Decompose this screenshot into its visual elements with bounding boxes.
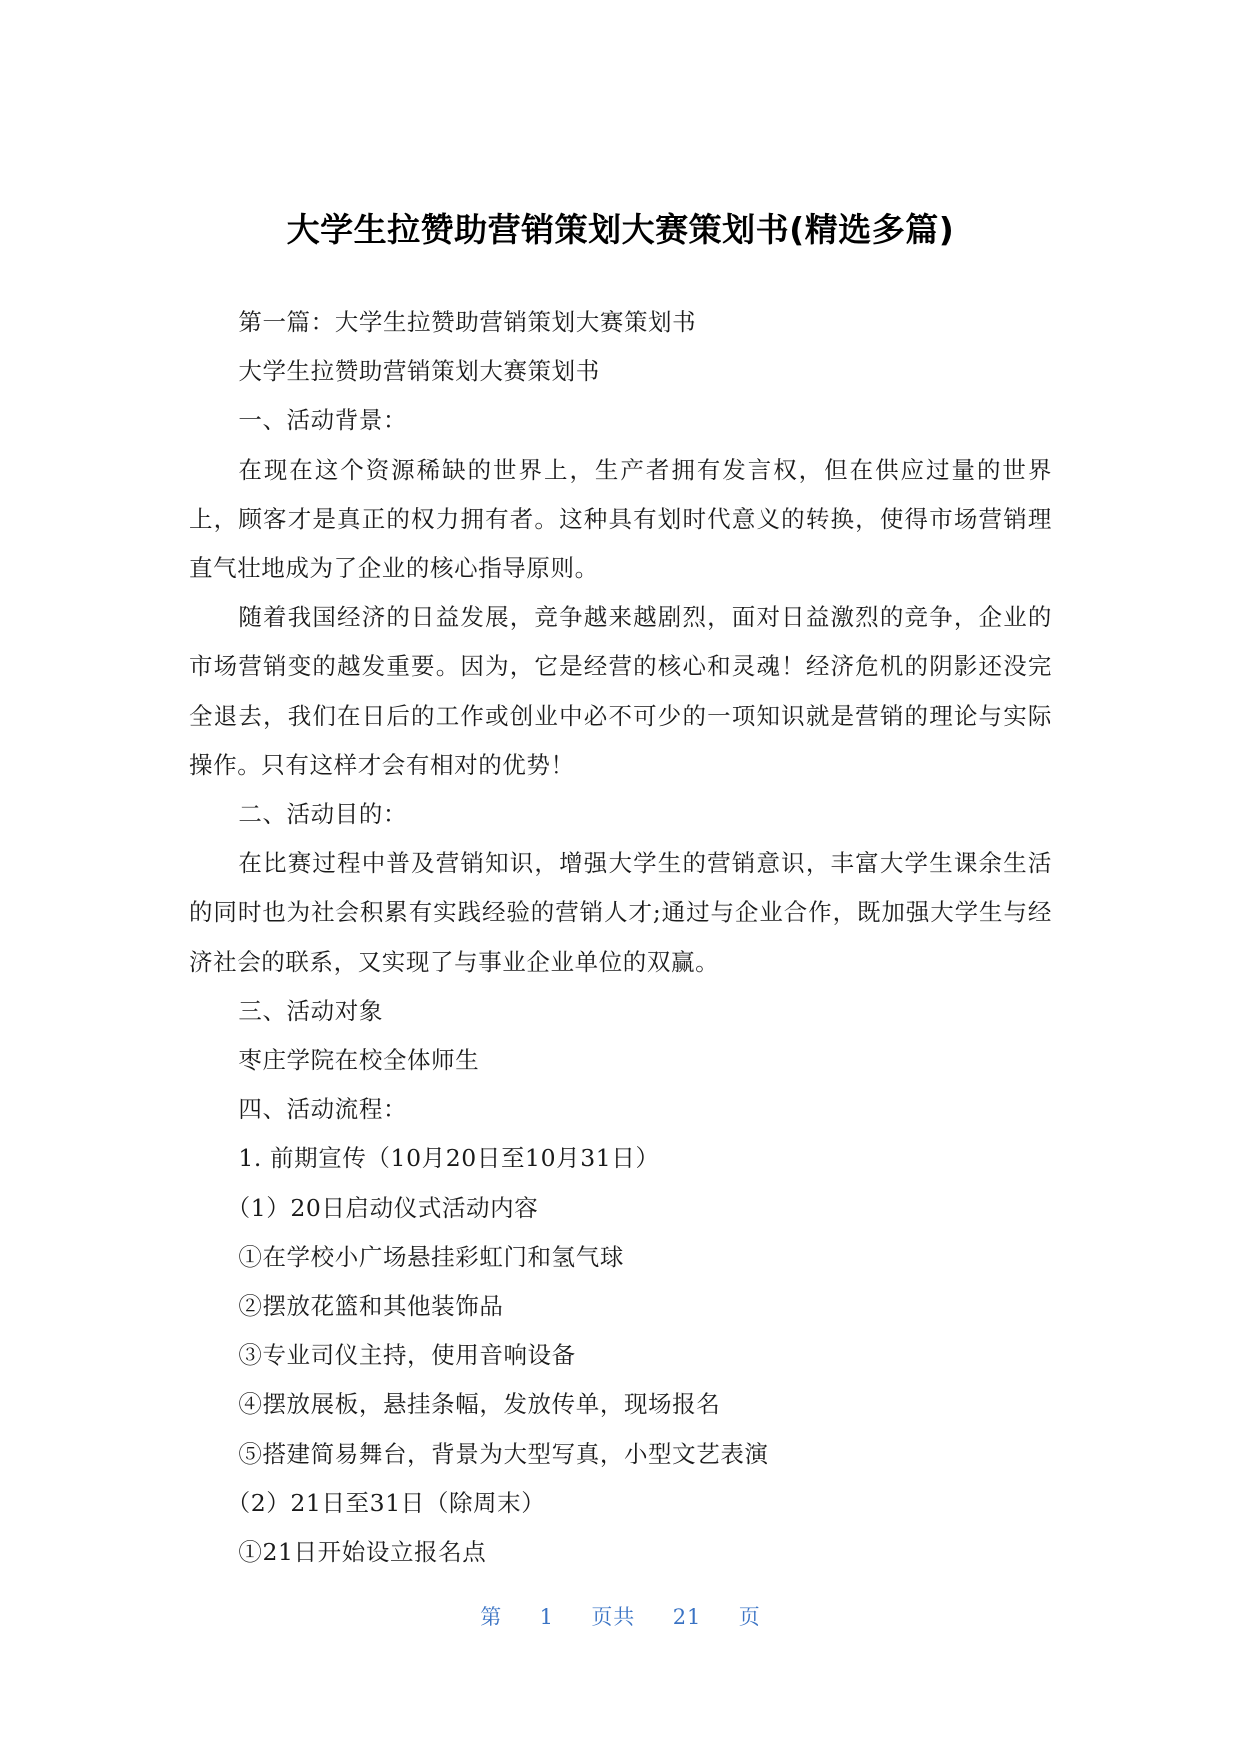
list-item: 1. 前期宣传（10月20日至10月31日） [238, 1144, 660, 1173]
list-item: ①在学校小广场悬挂彩虹门和氢气球 [238, 1242, 624, 1271]
footer-page-total: 21 [672, 1605, 702, 1629]
footer-page-current: 1 [539, 1605, 554, 1629]
section-heading: 三、活动对象 [238, 996, 383, 1025]
paragraph: 在现在这个资源稀缺的世界上，生产者拥有发言权，但在供应过量的世界上，顾客才是真正的权力拥有者。这种具有划时代意义的转换，使得市场营销理直气壮地成为了企业的核心指导原则。 [189, 455, 1052, 583]
paragraph: 在比赛过程中普及营销知识，增强大学生的营销意识，丰富大学生课余生活的同时也为社会积累有实践经验的营销人才;通过与企业合作，既加强大学生与经济社会的联系，又实现了与事业企业单位的双赢。 [189, 849, 1052, 976]
paragraph: 随着我国经济的日益发展，竞争越来越剧烈，面对日益激烈的竞争，企业的市场营销变的越发重要。因为，它是经营的核心和灵魂！经济危机的阴影还没完全退去，我们在日后的工作或创业中必不可少的一项知识就是营销的理论与实际操作。只有这样才会有相对的优势！ [189, 603, 1052, 779]
section-heading: 一、活动背景： [238, 406, 408, 435]
list-item: ③专业司仪主持，使用音响设备 [238, 1341, 576, 1370]
footer-page-end: 页 [738, 1605, 761, 1629]
list-item: ⑤搭建简易舞台，背景为大型写真，小型文艺表演 [238, 1439, 769, 1468]
document-body [189, 298, 1052, 1577]
footer-page-label: 第 [480, 1605, 503, 1629]
paragraph: 枣庄学院在校全体师生 [238, 1046, 480, 1075]
list-item: ④摆放展板，悬挂条幅，发放传单，现场报名 [238, 1390, 721, 1419]
list-item: ②摆放花篮和其他装饰品 [238, 1292, 504, 1321]
paragraph: 第一篇：大学生拉赞助营销策划大赛策划书 [238, 308, 697, 336]
paragraph: 大学生拉赞助营销策划大赛策划书 [238, 357, 600, 386]
section-heading: 四、活动流程： [238, 1095, 408, 1124]
list-item: （2）21日至31日（除周末） [226, 1488, 546, 1517]
footer-page-mid: 页共 [591, 1605, 636, 1629]
section-heading: 二、活动目的： [238, 800, 408, 829]
list-item: （1）20日启动仪式活动内容 [226, 1193, 539, 1222]
page-footer [0, 1603, 1241, 1631]
list-item: ①21日开始设立报名点 [238, 1538, 487, 1567]
document-title: 大学生拉赞助营销策划大赛策划书(精选多篇) [286, 210, 955, 250]
